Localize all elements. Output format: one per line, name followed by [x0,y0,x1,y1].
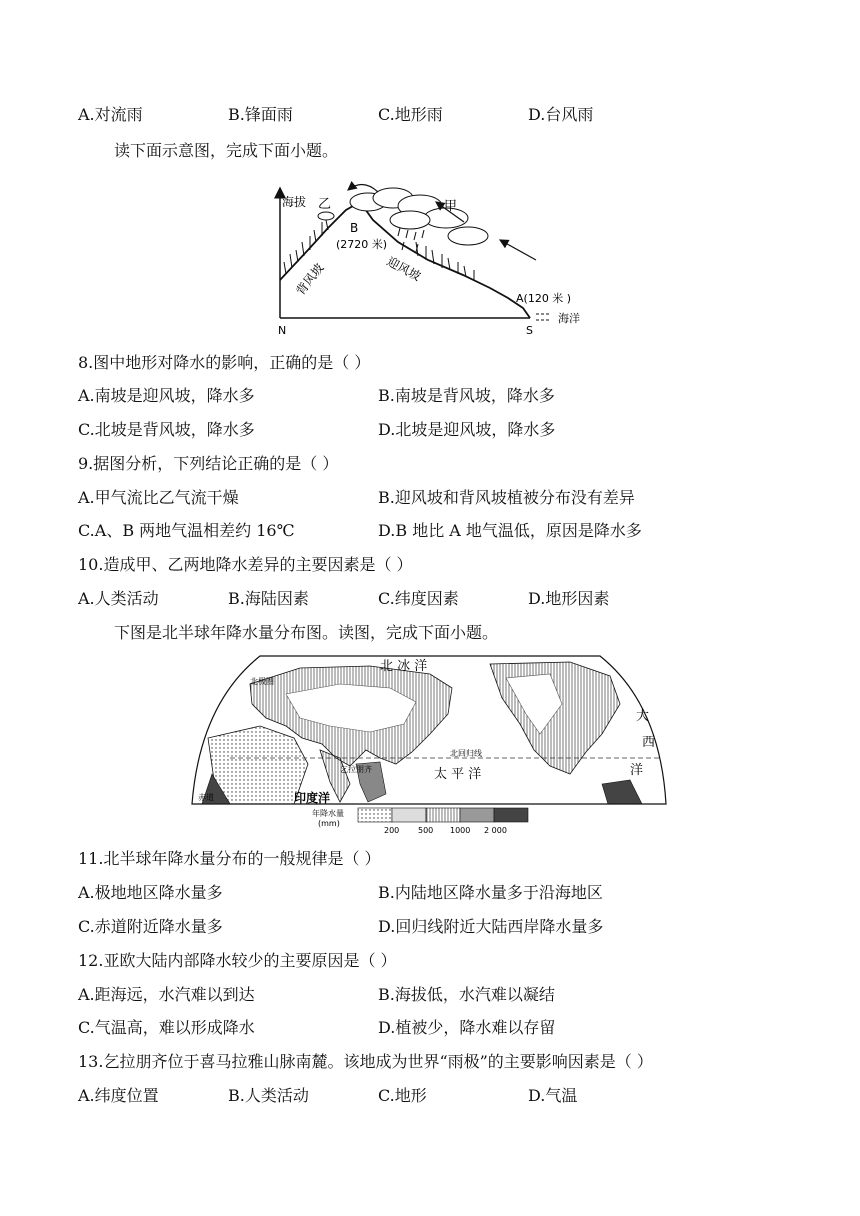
precipitation-legend [312,804,532,834]
south-label: S [526,324,533,337]
intro-diagram: 读下面示意图，完成下面小题。 [114,141,339,160]
q10-option-b: B.海陆因素 [228,589,309,608]
windward-label: 迎风坡 [384,254,423,284]
legend-value-1000: 1000 [450,826,471,834]
q7-option-a: A.对流雨 [78,105,143,124]
q9-option-d: D.B 地比 A 地气温低，原因是降水多 [378,521,642,540]
legend-unit: (mm) [318,819,340,828]
q9-option-c: C.A、B 两地气温相差约 16℃ [78,521,295,540]
atlantic-label-3: 洋 [630,763,644,778]
q12-option-b: B.海拔低，水汽难以凝结 [378,985,555,1004]
legend-value-2000: 2 000 [484,826,507,834]
ocean-lines [536,314,550,320]
ocean-label: 海洋 [558,312,580,325]
legend-swatch-5 [494,808,528,822]
q8-option-b: B.南坡是背风坡，降水多 [378,386,555,405]
legend-swatch-2 [392,808,426,822]
a-label: A(120 米 ) [516,292,572,305]
q8-option-c: C.北坡是背风坡，降水多 [78,420,255,439]
cherrapunji-label: 乞拉朋齐 [340,765,372,774]
q7-option-b: B.锋面雨 [228,105,293,124]
pacific-label: 太 平 洋 [434,767,482,782]
q12-stem: 12.亚欧大陆内部降水较少的主要原因是（ ） [78,951,397,970]
q11-option-b: B.内陆地区降水量多于沿海地区 [378,883,603,902]
rain-icon [398,228,424,252]
arctic-ocean-label: 北 冰 洋 [380,659,428,674]
q12-option-d: D.植被少，降水难以存留 [378,1018,556,1037]
airflow-arrow-lower [500,240,536,260]
q11-option-d: D.回归线附近大陆西岸降水量多 [378,917,604,936]
atlantic-label-2: 西 [642,735,656,750]
yi-label: 乙 [318,197,332,212]
q12-option-c: C.气温高，难以形成降水 [78,1018,255,1037]
orographic-rain-diagram [268,180,598,340]
q9-option-a: A.甲气流比乙气流干燥 [78,488,239,507]
q8-option-a: A.南坡是迎风坡，降水多 [78,386,255,405]
q7-option-c: C.地形雨 [378,105,443,124]
q10-stem: 10.造成甲、乙两地降水差异的主要因素是（ ） [78,555,413,574]
q9-stem: 9.据图分析，下列结论正确的是（ ） [78,454,339,473]
q10-option-c: C.纬度因素 [378,589,459,608]
q13-option-c: C.地形 [378,1086,427,1105]
q13-option-b: B.人类活动 [228,1086,309,1105]
windward-vegetation [416,242,474,280]
legend-swatch-1 [358,808,392,822]
altitude-label: 海拔 [282,195,307,209]
q13-option-a: A.纬度位置 [78,1086,159,1105]
legend-swatch-4 [460,808,494,822]
north-label: N [278,324,287,337]
leeward-label: 背风坡 [293,260,327,298]
q10-option-a: A.人类活动 [78,589,159,608]
jia-label: 甲 [444,199,458,214]
q8-stem: 8.图中地形对降水的影响，正确的是（ ） [78,353,371,372]
q13-stem: 13.乞拉朋齐位于喜马拉雅山脉南麓。该地成为世界“雨极”的主要影响因素是（ ） [78,1052,653,1071]
q11-option-a: A.极地地区降水量多 [78,883,223,902]
q8-option-d: D.北坡是迎风坡，降水多 [378,420,556,439]
airflow-arrow [348,184,378,192]
indian-ocean-label: 印度洋 [294,791,331,805]
q12-option-a: A.距海远，水汽难以到达 [78,985,255,1004]
q10-option-d: D.地形因素 [528,589,610,608]
legend-title: 年降水量 [312,809,344,818]
equator-label: 赤道 [198,793,214,802]
q11-option-c: C.赤道附近降水量多 [78,917,223,936]
q13-option-d: D.气温 [528,1086,578,1105]
legend-value-200: 200 [384,826,400,834]
b-elevation: (2720 米) [336,238,388,251]
q9-option-b: B.迎风坡和背风坡植被分布没有差异 [378,488,635,507]
b-label: B [350,221,359,235]
arctic-circle-label: 北极圈 [250,677,274,686]
q7-option-d: D.台风雨 [528,105,594,124]
legend-value-500: 500 [418,826,434,834]
q11-stem: 11.北半球年降水量分布的一般规律是（ ） [78,849,381,868]
legend-swatch-3 [426,808,460,822]
cloud-icon [318,188,488,245]
atlantic-label-1: 大 [636,709,650,724]
tropic-label: 北回归线 [450,749,482,758]
intro-map: 下图是北半球年降水量分布图。读图，完成下面小题。 [114,623,499,642]
